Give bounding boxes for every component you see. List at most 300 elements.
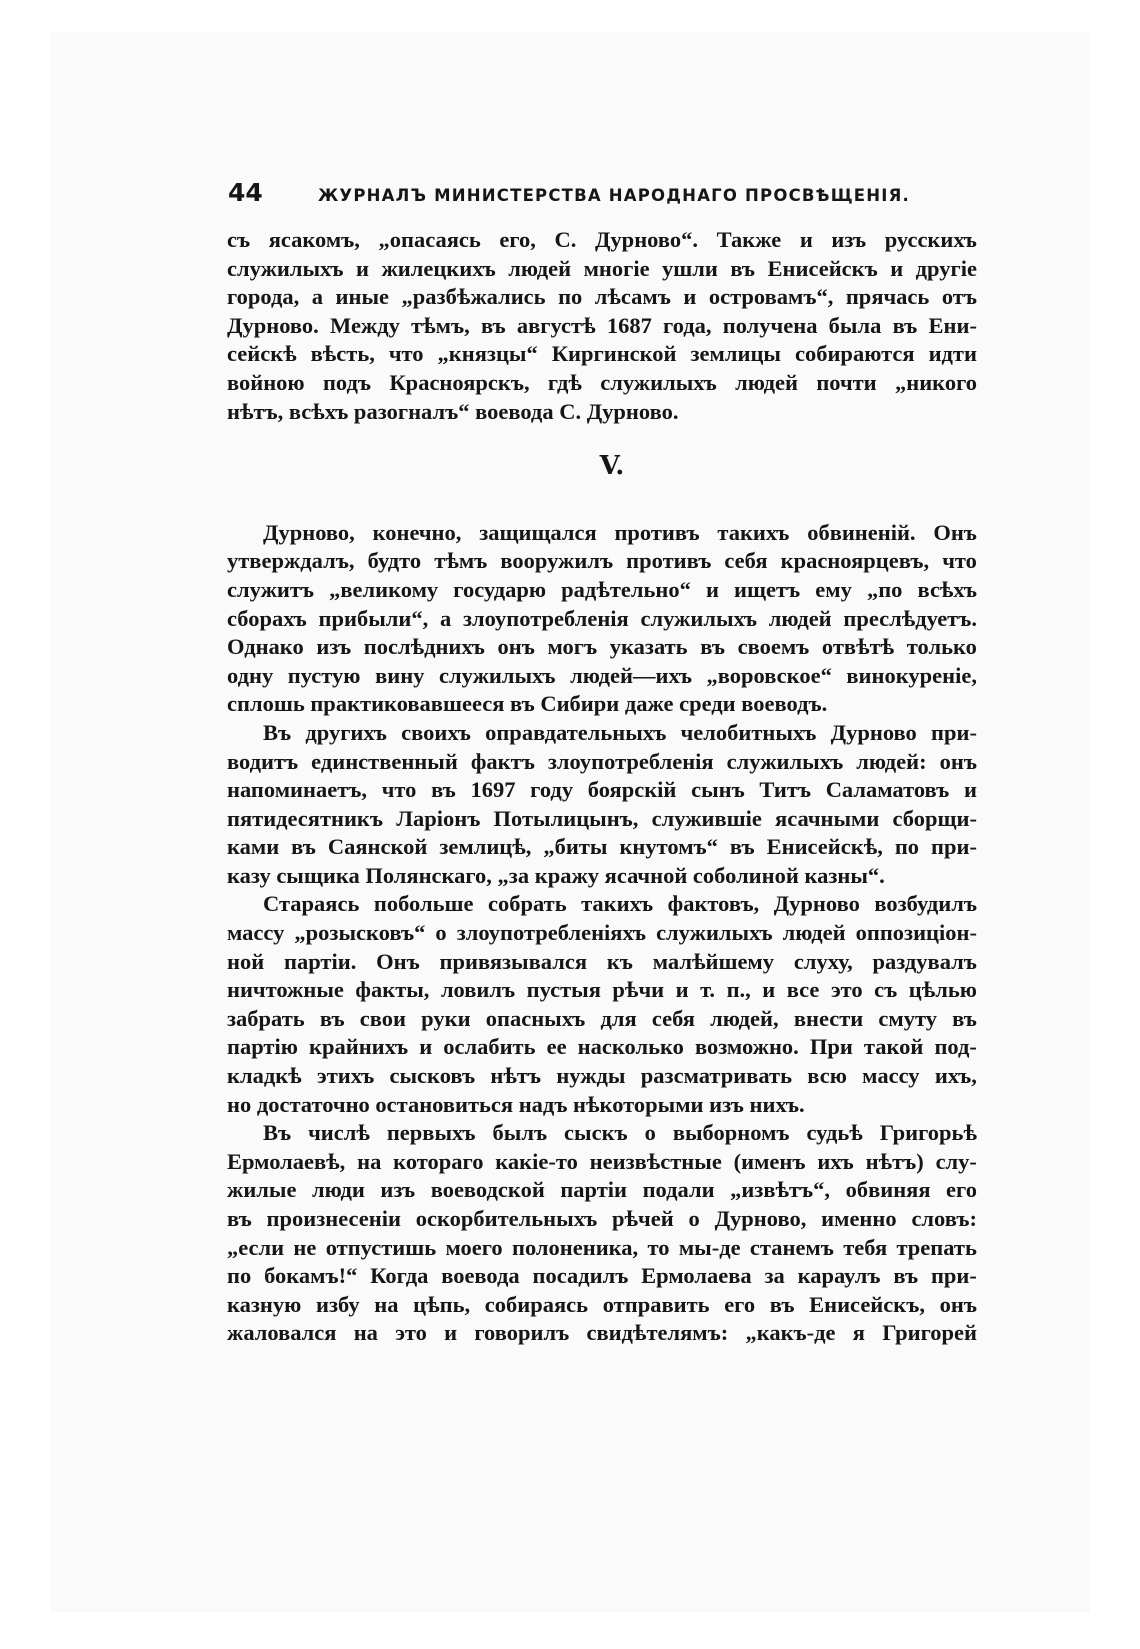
word: съ [227,227,251,252]
journal-title: ЖУРНАЛЪ МИНИСТЕРСТВА НАРОДНАГО ПРОСВѢЩЕНІЯ. [318,186,910,205]
word: Енисейскъ, [809,1291,925,1317]
word: одну [227,662,274,688]
word: Дурново. [227,312,319,338]
word: другіе [915,255,977,281]
word: „по [866,576,903,602]
word: на [357,1148,382,1174]
word: мы-де [678,1234,741,1260]
word: послѣднихъ [363,634,485,660]
word: другихъ [305,719,387,745]
word: обвиняя [845,1177,931,1203]
word: и [762,977,776,1003]
word: ной [227,948,265,974]
word: обвиненій. [807,519,916,545]
word: казную [227,1291,302,1317]
text-line [227,226,977,255]
word: ему [815,576,852,602]
word: людей [768,605,832,631]
word: т. [700,977,716,1003]
word: злоупотребленія [547,748,714,774]
word: говорилъ [474,1320,570,1346]
word: Ларіонъ [396,805,481,831]
word: для [600,1005,637,1031]
text-line [227,1291,977,1320]
word: ничтожные [227,977,344,1003]
word: служилыхъ [600,369,717,395]
word: это [830,977,863,1003]
word: на [353,1320,378,1346]
word: защищался [479,519,597,545]
word: возможно. [694,1034,799,1060]
word: своемъ [737,634,810,660]
body-text [227,226,977,1348]
word: ослабить [443,1034,536,1060]
paragraph [227,719,977,891]
text-line [227,255,977,284]
word: въ [893,1263,919,1289]
text-line [227,1062,977,1091]
word: „опасаясь [378,227,481,252]
word: Потылицынъ, [493,805,639,831]
word: ее [546,1034,567,1060]
section-heading: V. [599,451,625,482]
word: свои [359,1005,406,1031]
word: служилыхъ [656,920,773,946]
word: забрать [227,1005,305,1031]
word: лѣсамъ [594,284,671,310]
word: о [688,1206,700,1231]
word: партіи. [284,948,357,974]
word: Онъ [376,948,420,974]
word: была [828,312,882,338]
word: Ени- [928,312,977,338]
text-line [227,1119,977,1148]
word: города, [227,284,300,310]
text-line [227,662,977,691]
text-line [227,1176,977,1205]
word: „биты [543,834,608,860]
word: ясакомъ, [268,227,360,252]
word: Саламатовъ [825,777,950,803]
word: „розысковъ“ [294,920,426,946]
word: челобитныхъ [680,719,817,745]
word: что [942,548,977,574]
word: вооружилъ [500,548,614,574]
word: года, [663,312,712,338]
word: государю [453,576,547,602]
word: Красноярскъ, [389,369,530,395]
text-line [227,719,977,748]
word: выборномъ [672,1120,790,1146]
word: С. [554,227,577,252]
running-head [228,178,910,210]
word: его [946,1177,977,1203]
word: избу [315,1291,360,1317]
word: и [683,284,697,310]
paragraph [227,890,977,1119]
word: получена [722,312,818,338]
word: собираются [794,341,915,367]
word: произнесеніи [266,1206,401,1231]
word: посадилъ [532,1263,629,1289]
word: злоупотребленія [462,605,629,631]
word: служилыхъ [640,605,758,631]
word: Дурново, [714,1206,807,1231]
word: Въ [263,1120,292,1146]
word: пятидесятникъ [227,805,384,831]
word: караулъ [797,1263,881,1289]
word: внести [793,1005,864,1031]
word: слу- [935,1148,977,1174]
word: въ [431,777,456,803]
word: тѣмъ, [411,312,470,338]
word: о [435,920,447,946]
word: его [724,1291,756,1317]
word: противъ [614,519,700,545]
word: отъ [941,284,977,310]
word: винокуреніе, [846,662,977,688]
word: землицѣ, [439,834,532,860]
word: въ [480,312,506,338]
word: такихъ [717,519,790,545]
word: жаловался [227,1320,337,1346]
word: по [227,1263,252,1289]
word: онъ [939,1291,977,1317]
word: слуху, [793,948,853,974]
word: почти [816,369,877,395]
word: подъ [322,369,372,395]
word: сысковъ [389,1063,476,1089]
word: изъ [380,1177,416,1203]
word: воевода [441,1263,520,1289]
text-line: сплошь практиковавшееся въ Сибири даже среди воеводъ. [227,691,828,717]
word: такихъ [581,891,654,917]
word: красноярцевъ, [780,548,930,574]
word: и [890,255,904,281]
text-line [227,1033,977,1062]
word: не [293,1234,317,1260]
text-line [227,1148,977,1177]
word: что [388,341,424,367]
word: былъ [492,1120,548,1146]
word: въ [730,255,756,281]
word: Ермолаевѣ, [227,1148,346,1174]
word: трепать [896,1234,977,1260]
word: это [395,1320,427,1346]
word: отвѣтѣ [821,634,895,660]
word: оскорбительныхъ [415,1206,598,1231]
word: разсматривать [640,1063,792,1089]
word: землицы [690,341,781,367]
text-line [227,805,977,834]
word: водитъ [227,748,299,774]
word: вѣсть, [310,341,375,367]
word: напоминаетъ, [227,777,367,803]
text-line [227,776,977,805]
word: онъ [939,748,977,774]
word: числѣ [308,1120,370,1146]
word: Дурново [773,891,860,917]
text-line [227,890,977,919]
text-line [227,1319,977,1348]
word: въ [952,1005,977,1031]
word: тѣмъ [434,548,488,574]
word: при- [930,1263,977,1289]
word: Енисейскъ [767,255,878,281]
word: привязывался [439,948,588,974]
word: августѣ [516,312,596,338]
word: Стараясь [263,891,360,917]
text-line [227,340,977,369]
word: факты, [355,977,430,1003]
word: смуту [878,1005,937,1031]
word: массу [862,1063,920,1089]
word: и [799,227,813,252]
word: по [894,834,920,860]
word: будто [367,548,422,574]
word: Дурново, [263,519,355,545]
word: неизвѣстные [589,1148,722,1174]
word: войною [227,369,305,395]
word: Также [716,227,782,252]
page-number: 44 [228,178,263,207]
word: крайнихъ [309,1034,409,1060]
text-line [227,919,977,948]
text-line [227,948,977,977]
word: радѣтельно“ [561,576,691,602]
word: отправить [602,1291,710,1317]
word: жилые [227,1177,297,1203]
word: ихъ [817,1148,854,1174]
word: полоненика, [511,1234,639,1260]
word: Однако [227,634,304,660]
word: и [675,977,689,1003]
word: къ [606,948,633,974]
word: всю [807,1063,847,1089]
word: Титъ [759,777,811,803]
text-line [227,748,977,777]
word: „если [227,1234,285,1260]
paragraph [227,1119,977,1348]
word: (именъ [733,1148,806,1174]
word: въ [892,312,918,338]
word: под- [934,1034,977,1060]
word: оправдательныхъ [485,719,667,745]
text-line [227,633,977,662]
word: возбудилъ [874,891,977,917]
word: ловилъ [440,977,516,1003]
word: котораго [393,1148,484,1174]
word: „князцы“ [437,341,538,367]
word: служившіе [651,805,762,831]
text-line [227,1005,977,1034]
word: рѣчей [612,1206,674,1231]
word: Ермолаева [641,1263,752,1289]
word: гдѣ [547,369,582,395]
word: прибыли“, [318,605,429,631]
word: раздувалъ [872,948,977,974]
word: въ [291,834,316,860]
word: насколько [577,1034,684,1060]
word: Киргинской [551,341,677,367]
text-line [227,976,977,1005]
word: именно [821,1206,897,1231]
word: нѣтъ [490,1063,542,1089]
word: его, [499,227,536,252]
word: Между [330,312,400,338]
word: бокамъ!“ [264,1263,358,1289]
word: островамъ“, [708,284,834,310]
word: сборахъ [227,605,307,631]
word: въ [769,1291,795,1317]
text-line [227,576,977,605]
word: что [381,777,417,803]
word: съ [874,977,898,1003]
word: людей—ихъ [570,662,692,688]
word: ихъ, [934,1063,977,1089]
word: себя [724,548,768,574]
word: 1687 [606,312,652,338]
word: жилецкихъ [381,255,496,281]
paragraph [227,519,977,719]
word: ушли [662,255,718,281]
word: свидѣтелямъ: [586,1320,729,1346]
word: „великому [329,576,439,602]
word: онъ [497,634,535,660]
word: Въ [263,719,292,745]
text-line [227,369,977,398]
word: тебя [843,1234,888,1260]
word: цѣлью [908,977,977,1003]
word: кнутомъ“ [619,834,718,860]
word: При [809,1034,853,1060]
word: сынъ [691,777,745,803]
word: на [374,1291,399,1317]
word: при- [931,719,977,745]
word: и [444,1320,458,1346]
word: Енисейскѣ, [766,834,883,860]
word: въ [700,634,725,660]
text-line [227,1262,977,1291]
word: ками [227,834,280,860]
word: только [906,634,977,660]
word: и [356,255,369,281]
word: а [311,284,324,310]
word: сыскъ [564,1120,628,1146]
word: „какъ-де [745,1320,836,1346]
word: русскихъ [884,227,977,252]
word: людей: [856,748,927,774]
word: ищетъ [734,576,801,602]
word: я [852,1320,865,1346]
word: своихъ [401,719,471,745]
word: нужды [556,1063,626,1089]
word: этихъ [316,1063,375,1089]
text-line [227,519,977,548]
word: году [530,777,574,803]
word: „извѣтъ“, [730,1177,831,1203]
word: прячась [845,284,930,310]
word: собрать [487,891,567,917]
word: собираясь [484,1291,589,1317]
word: при- [931,834,977,860]
word: первыхъ [386,1120,476,1146]
text-line [227,1205,977,1234]
word: Григорьѣ [879,1120,977,1146]
word: а [439,605,452,631]
word: Дурново“. [594,227,698,252]
paragraph [227,226,977,426]
word: боярскій [587,777,677,803]
word: идти [928,341,977,367]
word: служитъ [227,576,315,602]
word: моего [445,1234,503,1260]
word: такой [863,1034,924,1060]
word: въ [227,1206,252,1231]
word: люди [312,1177,365,1203]
word: отпустишь [325,1234,437,1260]
word: Онъ [933,519,977,545]
word: то [647,1234,670,1260]
word: „разбѣжались [401,284,546,310]
word: себя [651,1005,695,1031]
word: служилыхъ [439,662,556,688]
word: и [705,576,719,602]
text-line [227,1234,977,1263]
word: могъ [547,634,598,660]
word: изъ [316,634,352,660]
word: конечно, [372,519,462,545]
word: партіи [560,1177,628,1203]
text-line: но достаточно остановиться надъ нѣкоторыми изъ нихъ. [227,1091,805,1117]
word: указать [609,634,688,660]
word: по [558,284,583,310]
word: за [764,1263,785,1289]
word: служилыхъ [227,255,344,281]
word: нѣтъ) [865,1148,924,1174]
word: какіе-то [495,1148,578,1174]
word: массу [227,920,285,946]
word: многіе [583,255,650,281]
word: 1697 [470,777,516,803]
word: опасныхъ [485,1005,586,1031]
word: подали [642,1177,715,1203]
word: людей, [710,1005,779,1031]
word: о [644,1120,656,1146]
word: иные [335,284,390,310]
word: и [963,777,977,803]
text-line [227,283,977,312]
word: партію [227,1034,298,1060]
word: Когда [370,1263,429,1289]
text-line [227,547,977,576]
word: людей [735,369,798,395]
text-line [227,605,977,634]
word: единственный [311,748,458,774]
word: ясачными [775,805,880,831]
word: п., [726,977,751,1003]
word: противъ [626,548,712,574]
word: Дурново [830,719,917,745]
word: фактъ [470,748,535,774]
text-line [227,312,977,341]
word: словъ: [911,1206,977,1231]
word: „никого [894,369,977,395]
word: станемъ [749,1234,834,1260]
word: злоупотребленіяхъ [456,920,646,946]
word: Саянской [327,834,428,860]
word: оппозиціон- [855,920,977,946]
